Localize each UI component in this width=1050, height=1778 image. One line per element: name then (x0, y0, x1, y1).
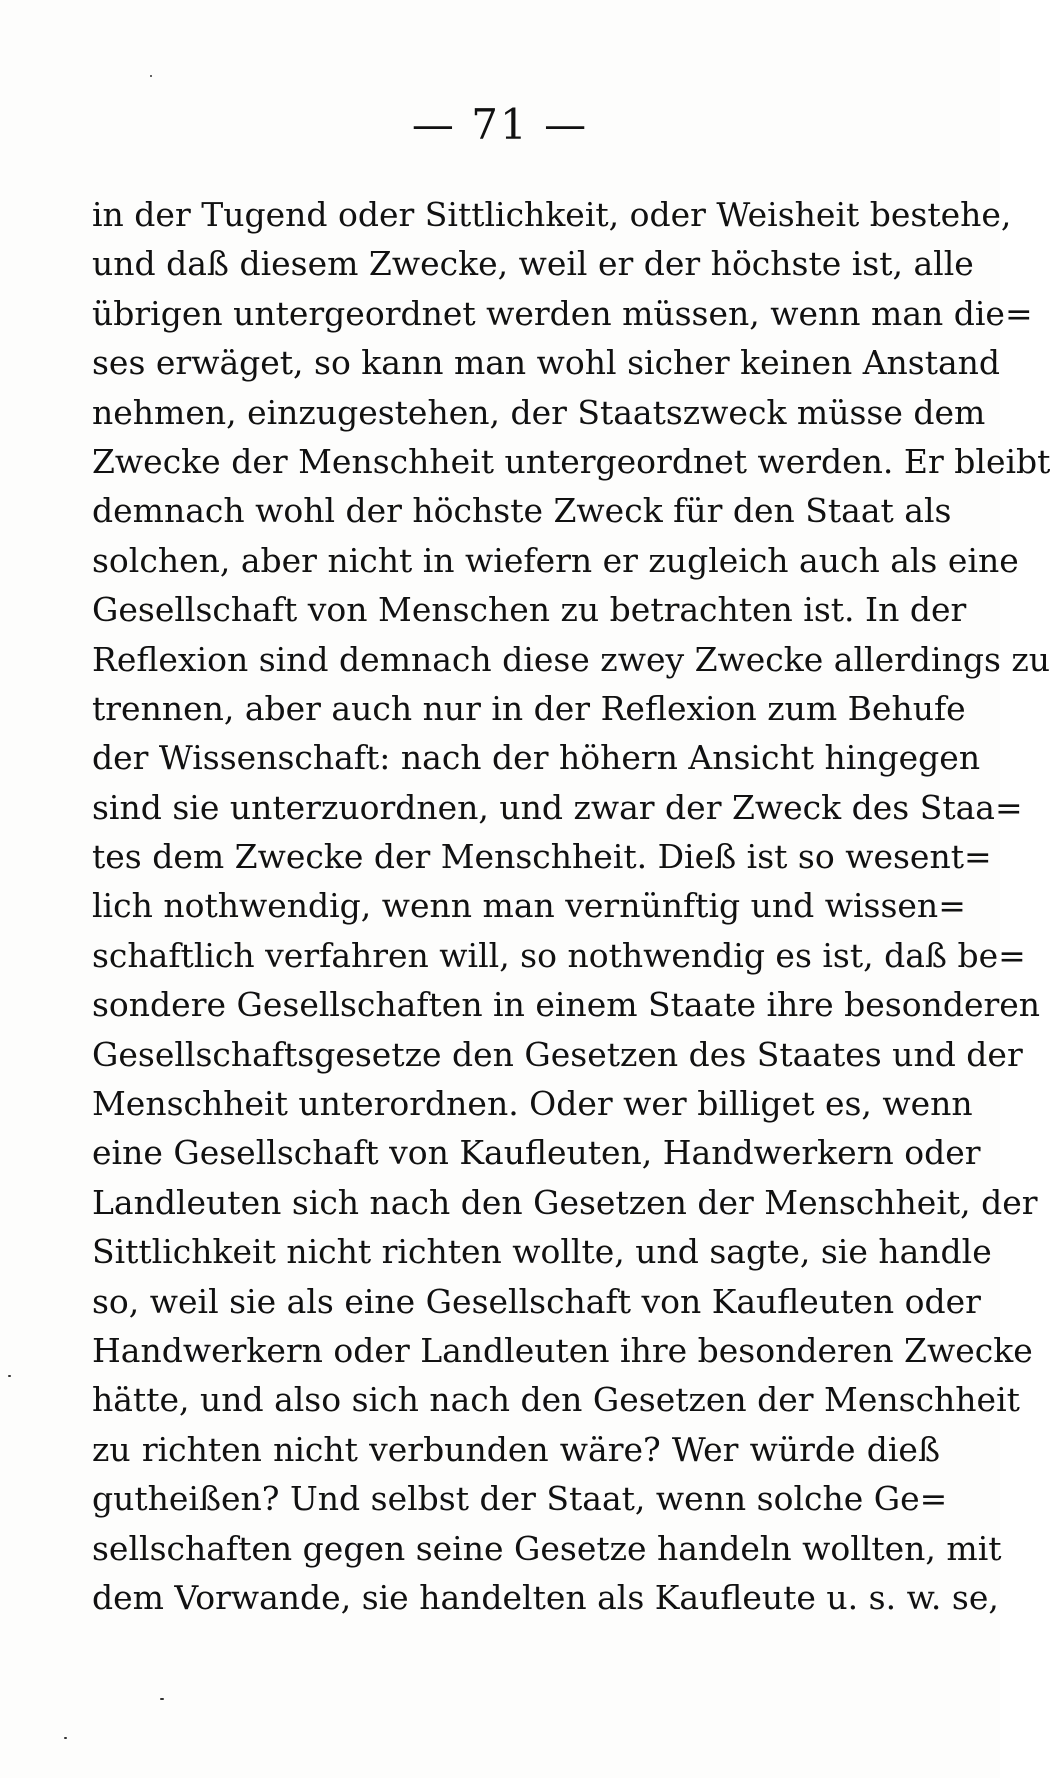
text-line: schaftlich verfahren will, so nothwendig es ist, daß be= (92, 935, 1026, 975)
text-line: sind sie unterzuordnen, und zwar der Zweck des Staa= (92, 787, 1023, 827)
text-line: hätte, und also sich nach den Gesetzen der Menschheit (92, 1380, 1020, 1420)
text-line: trennen, aber auch nur in der Reflexion zum Behufe (92, 688, 966, 728)
text-line: Gesellschaftsgesetze den Gesetzen des Staates und der (92, 1034, 1023, 1074)
text-line: dem Vorwande, sie handelten als Kaufleute u. s. w. se, (92, 1577, 999, 1617)
text-line: Sittlichkeit nicht richten wollte, und sagte, sie handle (92, 1232, 992, 1272)
text-line: zu richten nicht verbunden wäre? Wer würde dieß (92, 1429, 940, 1469)
scan-speck (150, 75, 152, 77)
text-line: Zwecke der Menschheit untergeordnet werden. Er bleibt (92, 441, 1050, 481)
scan-speck (160, 1698, 164, 1700)
scan-speck (64, 1737, 67, 1739)
text-line: Gesellschaft von Menschen zu betrachten ist. In der (92, 590, 967, 630)
text-line: Handwerkern oder Landleuten ihre besonderen Zwecke (92, 1330, 1033, 1370)
text-line: übrigen untergeordnet werden müssen, wenn man die= (92, 293, 1033, 333)
text-line: solchen, aber nicht in wiefern er zugleich auch als eine (92, 540, 1019, 580)
text-line: Landleuten sich nach den Gesetzen der Menschheit, der (92, 1182, 1038, 1222)
text-line: tes dem Zwecke der Menschheit. Dieß ist so wesent= (92, 837, 992, 877)
scan-speck (8, 1375, 11, 1377)
body-text (92, 190, 1050, 1622)
text-line: ses erwäget, so kann man wohl sicher keinen Anstand (92, 343, 1001, 383)
text-line: gutheißen? Und selbst der Staat, wenn solche Ge= (92, 1479, 948, 1519)
text-line: Menschheit unterordnen. Oder wer billiget es, wenn (92, 1084, 973, 1124)
text-line: der Wissenschaft: nach der höhern Ansicht hingegen (92, 738, 981, 778)
text-line: Reflexion sind demnach diese zwey Zwecke allerdings zu (92, 639, 1050, 679)
text-line: sondere Gesellschaften in einem Staate ihre besonderen (92, 985, 1041, 1025)
text-line: sellschaften gegen seine Gesetze handeln wollten, mit (92, 1528, 1002, 1568)
text-line: lich nothwendig, wenn man vernünftig und wissen= (92, 886, 966, 926)
text-line: so, weil sie als eine Gesellschaft von Kaufleuten oder (92, 1281, 981, 1321)
text-line: eine Gesellschaft von Kaufleuten, Handwerkern oder (92, 1133, 981, 1173)
page-number-header: — 71 — (411, 100, 589, 149)
text-line: nehmen, einzugestehen, der Staatszweck müsse dem (92, 392, 986, 432)
text-line: und daß diesem Zwecke, weil er der höchste ist, alle (92, 244, 974, 284)
text-line: demnach wohl der höchste Zweck für den Staat als (92, 491, 952, 531)
text-line: in der Tugend oder Sittlichkeit, oder Weisheit bestehe, (92, 195, 1012, 234)
